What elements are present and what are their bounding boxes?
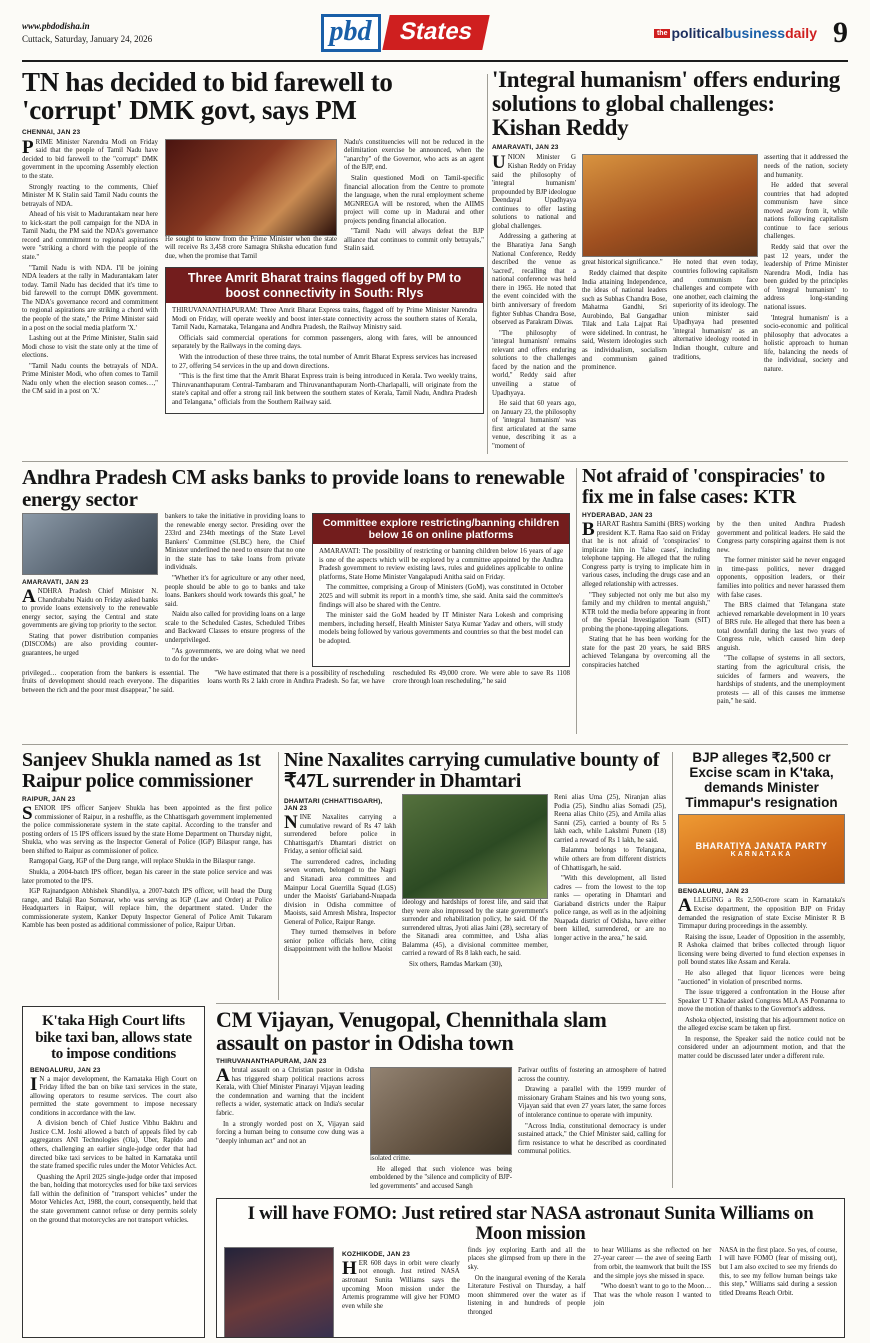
bjp-protest-photo [678, 814, 845, 884]
paragraph: AMARAVATI: The possibility of restricting or banning children below 16 years of age is one of the aspects which will be explored by a committee appointed by the Andhra Pradesh government to review existing laws, rules and guidelines applicable to online platforms, State Home Minister Vangalapudi Anitha said on Friday. [319, 548, 563, 581]
paragraph: The surrendered cadres, including seven women, belonged to the Nagri and Sitanadi area committees and Mainpur Local Guerrilla Squad (LGS) under the Maoists' Gariaband-Nuapada division in Odisha committee of Maoists, said Amresh Mishra, Inspector General of Police, Raipur Range. [284, 858, 396, 926]
article-dateline: AMARAVATI, JAN 23 [492, 144, 559, 152]
paragraph: "Tamil Nadu will always defeat the BJP alliance that continues to commit only betrayals," Stalin said. [344, 228, 484, 253]
article-headline: BJP alleges ₹2,500 cr Excise scam in K'taka, demands Minister Timmapur's resignation [685, 750, 838, 811]
column-divider [487, 74, 488, 454]
text-column [764, 154, 848, 453]
article-headline: Andhra Pradesh CM asks banks to provide loans to renewable energy sector [22, 466, 565, 512]
paragraph: The issue triggered a confrontation in the House after Speaker U T Khader asked Congress MLA AS Ponnanna to move the motion of thanks to the Governor's address. [678, 989, 845, 1014]
text-column [582, 259, 667, 374]
article-ap-cm-banks [22, 466, 570, 738]
masthead [22, 6, 848, 62]
paragraph: Naidu also called for providing loans on a large scale to the Scheduled Castes, Scheduled Tribes and Backward Classes to ensure progress of the underprivileged. [165, 611, 305, 644]
text-column [22, 588, 158, 659]
article-tn-dmk [22, 68, 484, 460]
photo-column [370, 1067, 512, 1193]
paragraph: He said that 60 years ago, on January 23, the philosophy of 'integral humanism' was first articulated at the same venue, describing it as a "moment of [492, 400, 576, 450]
article-headline: TN has decided to bid farewell to 'corrupt' DMK govt, says PM [22, 68, 393, 126]
text-column [594, 1247, 712, 1338]
brand-logo [654, 25, 817, 41]
paragraph: finds joy exploring Earth and all the places she glimpsed from up there in the sky. [467, 1246, 586, 1271]
paragraph: Nadu's constituencies will not be reduced in the delimitation exercise be announced, when the "anarchy" of the Governor, who acts as an agent of the BJP, end. [344, 138, 484, 172]
photo-column [165, 139, 337, 264]
brand-political: political [671, 25, 725, 41]
sunita-williams-photo [224, 1247, 334, 1338]
text-column [22, 805, 272, 931]
paragraph: Reddy claimed that despite India attaining Independence, the ideas of national leaders such as Subhas Chandra Bose, Mahatma Gandhi, Sri Aurobindo, Bal Gangadhar Tilak and Lala Lajpat Rai were sidelined. In contrast, he said, Western ideologies such as individualism, socialism and communism gained prominence. [582, 269, 667, 372]
article-body [22, 136, 484, 415]
section-divider [22, 461, 848, 462]
text-column [342, 1257, 460, 1311]
modi-rally-photo [165, 139, 337, 236]
text-column [554, 794, 666, 972]
paragraph: He noted that even today, countries following capitalism and communism face challenges and compete with one another, each claiming the superiority of its ideology. The union minister said Upadhyaya had presented 'integral humanism' as an alternative ideology rooted in Indian thought, culture and traditions, [673, 259, 758, 361]
paragraph: UNION Minister G Kishan Reddy on Friday said the philosophy of 'integral humanism' propounded by BJP ideologue Deendayal Upadhyaya continues to offer lasting solutions to national and global challenges. [492, 152, 576, 230]
paragraph: In response, the Speaker said the notice could not be considered under an adjournment motion, and that the matter could be discussed later under a different rule. [678, 1035, 845, 1060]
page-number: 9 [832, 16, 848, 49]
paragraph: Six others, Ramdas Markam (30), [409, 960, 503, 968]
box-body [166, 303, 483, 413]
photo-column [582, 154, 758, 453]
paragraph: "With this development, all listed cadres — from the lowest to the top ranks — operating in Dhamtari and Gariaband districts under the Raipur police range, as well as in the adjoining Nuapada district of Odisha, have either been killed, surrendered, or are no longer active in the area," he said. [554, 875, 666, 942]
kishan-conference-photo [582, 154, 758, 257]
text-column [370, 1155, 512, 1193]
paragraph: ideology and hardships of forest life, and said that they were also impressed by the state government's surrender and rehabilitation policy, he said. Of the surrendered ultras, Jyoti alias Jaini (28), secretary of the Sitanadi area committee, and Usha alias Balamma (45), a divisional committee member, carried a reward of Rs 8 lakh each, he said. [402, 899, 548, 958]
text-column [165, 236, 337, 262]
paragraph: privileged… cooperation from the bankers is essential. The fruits of development should reach everyone. The disparities between the rich and the poor must disappear," he said. [22, 669, 200, 694]
paragraph: Shukla, a 2004-batch IPS officer, began his career in the state police service and was later promoted to the IPS. [22, 868, 272, 885]
paragraph: isolated crime. [370, 1155, 411, 1163]
paragraph: PRIME Minister Narendra Modi on Friday said that the people of Tamil Nadu have decided to bid farewell to the "corrupt" DMK government in the upcoming Assembly election to the state. [22, 136, 158, 180]
paragraph: "They subjected not only me but also my family and my children to mental anguish," KTR told the media before appearing in front of the Special Investigation Team (SIT) probing the phone-tapping allegations. [582, 591, 710, 633]
article-dateline: BENGALURU, JAN 23 [678, 888, 749, 896]
paragraph: He added that several countries that had adopted communism have since moved away from it, while nations following capitalism continue to face serious challenges. [764, 182, 848, 241]
paragraph: great historical significance." [582, 259, 663, 267]
paragraph: Stalin questioned Modi on Tamil-specific financial allocation from the Centre to promote the language, when the rural employment scheme MGNREGA will be restored, when the AIIMS project will come up in Madurai and other projects pending financial allocation. [344, 174, 484, 225]
photo-banner-text: KARNATAKA [730, 850, 793, 858]
paragraph: On the inaugural evening of the Kerala Literature Festival on Thursday, a half moon shimmered over the water as if listening in and hundreds of people thronged [467, 1274, 586, 1316]
paragraph: by the then united Andhra Pradesh government and political leaders. He said the Congress party conspiring against them is not new. [717, 521, 845, 554]
text-column [673, 259, 758, 374]
paragraph: He sought to know from the Prime Minister when the state will receive Rs 3,458 crore Samagra Shiksha education fund due, when the promise that Tamil [165, 235, 337, 260]
article-headline: Sanjeev Shukla named as 1st Raipur police commissioner [22, 750, 261, 792]
amrit-bharat-box [165, 267, 484, 414]
paragraph: Stating that power distribution companies (DISCOMs) are also providing counter-guarantees, he urged [22, 632, 158, 658]
article-dateline: CHENNAI, JAN 23 [22, 128, 81, 136]
pastor-protest-photo [370, 1067, 512, 1155]
photo-column [402, 794, 548, 972]
section-divider [22, 744, 848, 745]
text-column [402, 899, 548, 972]
paragraph: Stating that he has been working for the state for the past 20 years, he said BRS achieved Telangana by overcoming all the conspiracies hatched [582, 636, 710, 669]
article-sunita-fomo [216, 1198, 845, 1338]
paragraph: "Across India, constitutional democracy is under sustained attack," the Chief Minister said, calling for firm resistance to what he described as coordinated communal politics. [518, 1122, 666, 1156]
article-headline: K'taka High Court lifts bike taxi ban, allows state to impose conditions [35, 1013, 192, 1062]
paragraph: Parivar outfits of fostering an atmosphere of hatred across the country. [518, 1067, 666, 1083]
article-dateline: HYDERABAD, JAN 23 [582, 512, 653, 519]
paragraph: Reni alias Uma (25), Niranjan alias Podia (25), Sindhu alias Somadi (25), Reena alias Chito (25), and Amila alias Sanni (25), carried a bounty of Rs 5 lakh each, while Lakshmi Punem (18) carried a reward of Rs 1 lakh, he said. [554, 794, 666, 844]
column-divider [278, 752, 279, 1000]
text-column [30, 1073, 197, 1226]
paragraph: Balamma belongs to Telangana, while others are from different districts of Chhattisgarh, he said. [554, 847, 666, 872]
paragraph: to hear Williams as she reflected on her 27-year career — the awe of seeing Earth from orbit, the teamwork that built the ISS and the simple joys she missed in space. [593, 1246, 712, 1280]
paragraph: Abrutal assault on a Christian pastor in Odisha has triggered sharp political reactions across Kerala, with Chief Minister Pinarayi Vijayan leading the condemnation and warning that the incident reflects a wider, systematic attack on India's secular fabric. [216, 1065, 364, 1117]
article-body [582, 521, 845, 709]
article-ktr-conspiracies [582, 466, 845, 738]
article-headline: CM Vijayan, Venugopal, Chennithala slam assault on pastor in Odisha town [216, 1008, 607, 1056]
article-headline: I will have FOMO: Just retired star NASA astronaut Sunita Williams on Moon mission [247, 1203, 814, 1244]
article-right-block [165, 139, 484, 415]
paragraph: "The philosophy of 'integral humanism' remains relevant and offers enduring solutions to the challenges faced by the nation and the world," Reddy said after unveiling a statue of Upadhyaya. [492, 329, 576, 397]
article-dateline: DHAMTARI (CHHATTISGARH), JAN 23 [284, 798, 383, 812]
paragraph: "Tamil Nadu counts the betrayals of NDA. Prime Minister Modi, who often comes to Tamil Nadu only when the election season comes…," the CM said in a post on 'X.' [22, 362, 158, 396]
paragraph: "This is the first time that the Amrit Bharat Express train is being introduced in Kerala. Two weekly trains, Thiruvananthapuram Central-Tambaram and Thiruvananthapuram North-Charlapalli, will originate from the state's capital and offer a strong rail link between the southern states of Kerala, Tamil Nadu, Andhra Pradesh and Telangana," officials from the Southern Railway said. [172, 373, 477, 406]
text-column [165, 513, 305, 667]
box-headline: Committee explore restricting/banning children below 16 on online platforms [313, 514, 569, 544]
paragraph: BHARAT Rashtra Samithi (BRS) working president K.T. Rama Rao said on Friday that he is not afraid of 'conspiracies' to implicate him in 'false cases', including telephone tapping. He alleged that the ruling Congress party is trying to implicate him in various cases, including the drugs case and an alleged relationship with actresses. [582, 519, 710, 588]
text-column [717, 521, 845, 709]
paragraph: Strongly reacting to the comments, Chief Minister M K Stalin said Tamil Nadu counts the betrayals of NDA. [22, 183, 158, 208]
paragraph: In a strongly worded post on X, Vijayan said forcing a human being to consume cow dung was a "deeply inhuman act" and not an [216, 1120, 364, 1145]
paragraph: HER 608 days in orbit were clearly not enough. Just retired NASA astronaut Sunita Williams says the upcoming Moon mission under the Artemis programme will give her FOMO even while she [342, 1257, 460, 1310]
text-column [342, 1247, 460, 1338]
paragraph: Officials said commercial operations for common passengers, along with fares, will be announced separately by the Railways in the coming days. [172, 334, 477, 351]
article-shukla-commissioner [22, 750, 272, 1002]
paragraph: They turned themselves in before senior police officials here, citing disappointment with the hollow Maoist [284, 929, 396, 954]
article-bjp-excise-scam [678, 750, 845, 1190]
paragraph: Drawing a parallel with the 1999 murder of missionary Graham Staines and his two young sons, Vijayan said that even 27 years later, the same forces of intolerance continue to operate with impunity. [518, 1086, 666, 1119]
brand-the: the [654, 29, 671, 38]
naidu-meeting-photo [22, 513, 158, 575]
article-bike-taxi-ban [22, 1006, 205, 1338]
masthead-right [654, 16, 848, 50]
section-title: States [382, 15, 489, 50]
paragraph: Raising the issue, Leader of Opposition in the assembly, R Ashoka claimed that bribes collected through liquor licensing were being diverted to fund election expenses in poll bound states like Assam and Kerala. [678, 933, 845, 967]
paragraph: The BRS claimed that Telangana state achieved remarkable development in 10 years of BRS rule. He alleged that there has been a total downfall during the last two years of Congress rule, which caused him deep anguish. [717, 602, 845, 652]
paragraph: Lashing out at the Prime Minister, Stalin said Modi chose to visit the state only at the time of elections. [22, 335, 158, 360]
article-headline: 'Integral humanism' offers enduring solutions to global challenges: Kishan Reddy [492, 68, 840, 141]
text-column [582, 521, 710, 709]
masthead-left [22, 20, 152, 47]
article-body [284, 794, 666, 972]
article-dateline: KOZHIKODE, JAN 23 [342, 1250, 411, 1258]
paragraph: With the introduction of these three trains, the total number of Amrit Bharat Express services has increased to 27, offering 54 services in the up and down directions. [172, 353, 477, 370]
paragraph: "We have estimated that there is a possibility of rescheduling loans worth Rs 2 lakh crore in Andhra Pradesh. So far, we have rescheduled Rs 49,000 crore. We were able to save Rs 1108 crore through loan rescheduling," he said [207, 669, 570, 686]
article-dateline: BENGALURU, JAN 23 [30, 1066, 101, 1074]
article-headline: Not afraid of 'conspiracies' to fix me in false cases: KTR [582, 466, 825, 508]
text-column [492, 154, 576, 453]
paragraph: The former minister said he never engaged in time-pass politics, never dragged opponents, opposition leaders, or their families into politics and never harassed them with false cases. [717, 557, 845, 599]
paragraph: "The collapse of systems in all sectors, starting from the agricultural crisis, the suicides of farmers and weavers, the hardships of students, and the unemployment protests — all of this causes me immense pain," he said. [717, 655, 845, 706]
pbd-logo: pbd [321, 14, 381, 53]
text-column [468, 1247, 586, 1338]
paragraph: Ashoka objected, insisting that his adjournment notice on the alleged excise scam be taken up first. [678, 1016, 845, 1033]
photo-banner-text: BHARATIYA JANATA PARTY [695, 840, 828, 851]
text-column [678, 897, 845, 1061]
text-column [22, 136, 158, 415]
paragraph: ANDHRA Pradesh Chief Minister N. Chandrababu Naidu on Friday asked banks to provide loans extensively to the renewable energy sector, saying the Central and state governments are giving top priority to the sector. [22, 586, 158, 630]
article-dateline: AMARAVATI, JAN 23 [22, 579, 89, 587]
naxal-forest-photo [402, 794, 548, 899]
text-continuation [22, 670, 570, 696]
article-kishan-reddy [492, 68, 848, 460]
section-logo [321, 14, 486, 53]
paragraph: asserting that it addressed the needs of the nation, society and humanity. [764, 154, 848, 179]
paragraph: Ramgopal Garg, IGP of the Durg range, will replace Shukla in the Bilaspur range. [29, 858, 256, 866]
paragraph: Addressing a gathering at the Bharatiya Jana Sangh National Conference, Reddy described the venue as 'sacred', recalling that a national conference was held there in 1965. He noted that the event coincided with the birth anniversary of freedom fighter Subhas Chandra Bose, observed as Parakram Diwas. [492, 233, 576, 327]
website-url[interactable]: www.pbdodisha.in [22, 20, 90, 31]
article-body [22, 513, 570, 667]
paragraph: The minister said the GoM headed by IT Minister Nara Lokesh and comprising members, including herself, Health Minister Satya Kumar Yadav and others, will study models being followed by various governments and countries so that the best model can be adopted. [319, 612, 563, 645]
article-dateline: RAIPUR, JAN 23 [22, 796, 76, 803]
column-divider [576, 468, 577, 734]
article-body [224, 1247, 837, 1338]
text-column [284, 814, 396, 955]
paragraph: "Tamil Nadu is with NDA. I'll be joining NDA leaders at the rally in Madurantakam later today. Tamil Nadu has decided that it's time to bid farewell to the corrupt DMK government. The NDA's governance record and commitment to regional aspirations are striking a chord with the people of the state," the Prime Minister said in a post on the social media platform 'X.' [22, 264, 158, 332]
paragraph: He also alleged that liquor licences were being "auctioned" in violation of prescribed norms. [678, 969, 845, 986]
text-column [344, 139, 484, 264]
article-dateline: THIRUVANANTHAPURAM, JAN 23 [216, 1058, 327, 1066]
paragraph: He alleged that such violence was being emboldened by the "silence and complicity of BJP-led governments" and accused Sangh [370, 1165, 512, 1190]
column-divider [672, 752, 673, 1188]
paragraph: Quashing the April 2025 single-judge order that imposed the ban, holding that motorcycles used for bike taxi services fall within the definition of "transport vehicles" under the Motor Vehicles Act, 1988, the court, consequently, held that the state government cannot refuse or deny permits solely on the ground that motorcycles are not transport vehicles. [30, 1173, 197, 1224]
paragraph: The committee, comprising a Group of Ministers (GoM), was constituted in October 2025 and will submit its report in a month's time, she said. Anita said the committee's findings will also be shared with the Centre. [319, 584, 563, 609]
paragraph: Ahead of his visit to Madurantakam near here to kick-start the poll campaign for the NDA in Tamil Nadu, the PM said the NDA's governance record and commitment to regional aspirations were "striking a chord with the people of the state." [22, 211, 158, 261]
text-column [216, 1067, 364, 1193]
paragraph: Reddy said that over the past 12 years, under the leadership of Prime Minister Narendra Modi, India has been guided by the principles of 'integral humanism' to address long-standing national issues. [764, 244, 848, 311]
paragraph: ALLEGING a Rs 2,500-crore scam in Karnataka's Excise department, the opposition BJP on Friday demanded the resignation of state Excise Minister R B Timmapur during proceedings in the assembly. [678, 895, 845, 931]
box-body [313, 544, 569, 652]
brand-business: business [724, 25, 786, 41]
paragraph: "Who doesn't want to go to the Moon… That was the whole reason I wanted to join [593, 1283, 712, 1308]
committee-box [312, 513, 570, 667]
text-column [719, 1247, 837, 1338]
box-headline: Three Amrit Bharat trains flagged off by PM to boost connectivity in South: Rlys [166, 268, 483, 303]
paragraph: "Whether it's for agriculture or any other need, people should be able to go to banks and take loans. Bankers should work towards this goal," he said. [165, 575, 305, 608]
paragraph: NINE Naxalites carrying a cumulative reward of Rs 47 lakh surrendered before police in Chhattisgarh's Dhamtari district on Friday, a senior official said. [284, 812, 396, 856]
article-body [216, 1067, 666, 1193]
paragraph: A division bench of Chief Justice Vibhu Bakhru and Justice C.M. Joshi allowed a batch of appeals filed by cab aggregators ANI Technologies (Ola), Uber, Rapido and others, challenging an earlier single-judge order that had directed bike taxi services to be halted in Karnataka until the state framed specific rules under the Motor Vehicles Act. [30, 1120, 197, 1171]
paragraph: SENIOR IPS officer Sanjeev Shukla has been appointed as the first police commissioner of Raipur, in a reshuffle, as the Chhattisgarh government implemented the police commissionerate system in the state capital. According to the transfer and posting orders of 15 IPS officers issued by the state Home Department on Thursday night, Shukla, who was serving as the Inspector General of Police (IGP) Bilaspur range, has been shifted to Raipur as commissioner of police. [22, 803, 272, 855]
text-column [284, 794, 396, 972]
paragraph: IGP Rajnandgaon Abhishek Shandilya, a 2007-batch IPS officer, will head the Durg range, and Balaji Rao Somavar, who was serving as IGP (Law and Order) at Police Headquarters in Raipur, will replace him, the department stated. Under the commissionerate system, Kanker Deputy Inspector General of Police Amit Tukaram Kamble has been posted as additional commissioner of police, Raipur Urban. [22, 888, 272, 930]
edition-dateline: Cuttack, Saturday, January 24, 2026 [22, 34, 153, 44]
paragraph: bankers to take the initiative in providing loans to the renewable energy sector. Presiding over the 233rd and 234th meetings of the State Level Bankers' Committee (SLBC) here, the Chief Minister underlined the need to ensure that no one in the state has to take loans from private individuals. [165, 513, 305, 572]
photo-column [22, 513, 158, 667]
text-column [518, 1067, 666, 1193]
brand-daily: daily [785, 25, 817, 41]
paragraph: THIRUVANANTHAPURAM: Three Amrit Bharat Express trains, flagged off by Prime Minister Narendra Modi on Friday, will operate weekly and boost inter-state connectivity across the southern states of Kerala, Tamil Nadu, Karnataka, Telangana and Andhra Pradesh, the Railway Ministry said. [172, 307, 477, 332]
article-pastor-assault [216, 1008, 666, 1194]
paragraph: 'Integral humanism' is a socio-economic and political philosophy that advocates a holistic approach to human life, balancing the needs of the individual, society and nature. [764, 314, 848, 373]
article-naxal-surrender [284, 750, 666, 1002]
article-headline: Nine Naxalites carrying cumulative bounty of ₹47L surrender in Dhamtari [284, 750, 660, 792]
paragraph: "As governments, we are doing what we need to do for the under- [165, 647, 305, 664]
paragraph: IN a major development, the Karnataka High Court on Friday lifted the ban on bike taxi services in the state, allowing operators to resume services. The court also permitted the state government to impose necessary conditions in accordance with the law. [30, 1073, 197, 1117]
article-body [492, 154, 848, 453]
section-divider [216, 1003, 666, 1004]
paragraph: NASA in the first place. So yes, of course, I will have FOMO (fear of missing out), but I am also excited to see my friends do this, to see my fellow human beings take this step," Williams said during a session titled Dreams Reach Orbit. [719, 1246, 837, 1297]
